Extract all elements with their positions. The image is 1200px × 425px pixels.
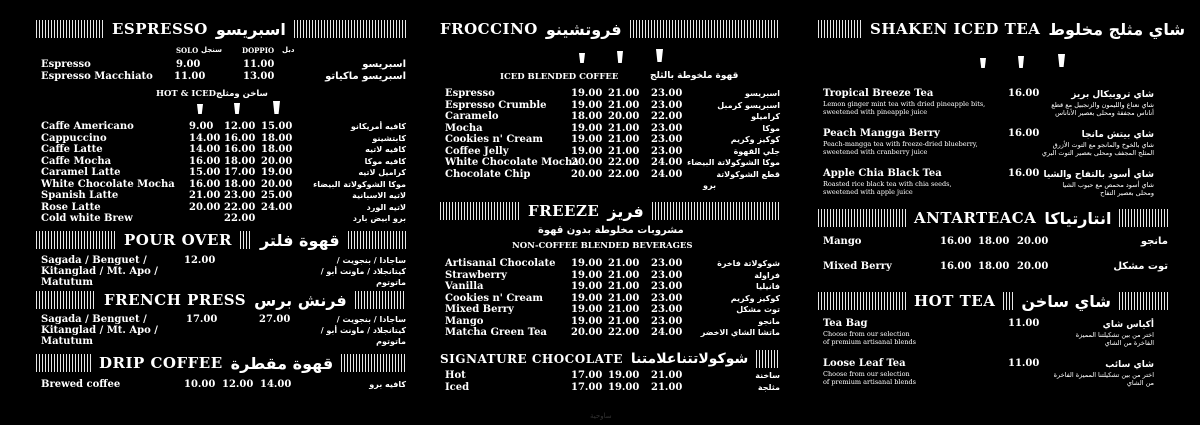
tea-column [818, 0, 1186, 425]
freeze-sub-ar: مشروبات مخلوطة بدون قهوة [538, 225, 684, 236]
item-name: Mocha [445, 122, 483, 134]
item-price: 24.00 [261, 201, 293, 213]
item-price: 18.00 [224, 178, 256, 190]
item-price: 16.00 [940, 236, 972, 247]
item-price: 21.00 [651, 381, 683, 393]
col-doppio: DOPPIO [242, 46, 275, 55]
item-price: 19.00 [571, 88, 603, 99]
col-solo-ar: سنجل [201, 46, 223, 54]
item-name: Hot [445, 370, 466, 381]
item-price: 21.00 [608, 258, 640, 269]
item-name-ar: اسبريسو [744, 89, 780, 98]
item-price: 27.00 [259, 314, 291, 325]
item-desc: of premium artisanal blends [823, 338, 917, 346]
item-name-ar: اسبريسو كرمبل [717, 100, 780, 110]
item-price: 19.00 [261, 167, 293, 178]
item-name: Espresso [445, 88, 495, 99]
item-name: Chocolate Chip [445, 168, 531, 180]
item-price: 23.00 [651, 258, 683, 269]
item-name-ar: ماتوتوم [376, 337, 406, 346]
item-price: 18.00 [224, 155, 256, 167]
header-hatch [36, 231, 116, 249]
hot-tea-header [818, 290, 1168, 312]
item-price: 16.00 [224, 132, 256, 144]
header-hatch [652, 202, 780, 220]
shaken-title: SHAKEN ICED TEA [870, 20, 1041, 38]
item-price: 23.00 [651, 122, 683, 134]
item-price: 11.00 [1008, 358, 1040, 369]
item-price: 23.00 [651, 134, 683, 145]
item-price: 21.00 [608, 134, 640, 145]
header-hatch [1003, 292, 1013, 310]
item-name: Matutum [41, 336, 93, 347]
item-price: 19.00 [571, 292, 603, 304]
item-name-ar: ماتوتوم [376, 278, 406, 287]
item-desc-ar: من الشاي [1126, 379, 1154, 387]
item-price: 12.00 [222, 379, 254, 390]
item-price: 19.00 [571, 269, 603, 281]
drip-header [36, 352, 406, 374]
item-name-ar: ساخنة [755, 371, 780, 380]
item-name: Kitanglad / Mt. Apo / [41, 266, 158, 277]
item-name: Espresso Crumble [445, 99, 547, 111]
froccino-column [440, 0, 780, 425]
item-price: 15.00 [189, 167, 221, 178]
header-hatch [240, 231, 252, 249]
espresso-header [36, 18, 406, 40]
hot-iced-label: HOT & ICED [156, 89, 216, 99]
item-name-ar: مثلجة [757, 382, 780, 392]
signature-title: SIGNATURE CHOCOLATE [440, 352, 623, 366]
header-hatch [294, 20, 406, 38]
item-name: Mango [823, 236, 862, 247]
cup-large-icon [1058, 54, 1065, 67]
item-price: 19.00 [571, 99, 603, 111]
item-name-ar: ساجادا / بنجويت / [336, 256, 406, 265]
item-price: 23.00 [651, 88, 683, 99]
item-name-ar: جلي القهوة [733, 146, 780, 156]
item-price: 16.00 [224, 144, 256, 155]
item-desc-ar: شاي بالخوخ والمانجو مع التوت الأزرق [1052, 141, 1154, 149]
item-price: 19.00 [608, 370, 640, 381]
item-price: 10.00 [184, 379, 216, 390]
item-price: 16.00 [1008, 168, 1040, 179]
french-press-title-ar: فرنش برس [254, 290, 347, 310]
header-hatch [348, 231, 406, 249]
item-price: 18.00 [978, 236, 1010, 247]
item-name: Brewed coffee [41, 379, 121, 390]
item-price: 21.00 [608, 99, 640, 111]
item-name-ar: قطع الشوكولاتة [716, 169, 780, 179]
item-name: Caffe Latte [41, 144, 103, 155]
cup-medium-icon [617, 51, 623, 63]
item-name-ar: كراميلو [751, 112, 780, 121]
cup-small-icon [579, 53, 585, 63]
item-name-ar: كافيه أمريكانو [350, 122, 406, 131]
header-hatch [36, 354, 91, 372]
item-name-ar: شاي بيتش مانجا [1081, 130, 1154, 140]
item-name: Artisanal Chocolate [445, 258, 556, 269]
item-price: 19.00 [571, 134, 603, 145]
item-name-ar: توت مشكل [736, 305, 780, 314]
item-name-ar: شوكولاتة فاخرة [717, 259, 780, 268]
item-name: Espresso Macchiato [41, 71, 153, 82]
froccino-extra-ar: برو [703, 181, 716, 190]
french-press-header [36, 289, 406, 311]
item-price: 21.00 [608, 145, 640, 157]
item-price: 22.00 [608, 327, 640, 338]
header-hatch [630, 20, 780, 38]
item-price: 20.00 [571, 157, 603, 168]
item-name-ar: كيتانجلاد / ماونت أبو / [320, 326, 406, 335]
item-price: 18.00 [571, 111, 603, 122]
item-price: 21.00 [189, 190, 221, 201]
item-name-ar: كافيه برو [369, 380, 406, 389]
antarteaca-title: ANTARTEACA [914, 209, 1037, 227]
header-hatch [1119, 292, 1168, 310]
item-name-ar: كافيه لاتيه [365, 145, 406, 154]
item-price: 13.00 [243, 71, 275, 82]
item-price: 22.00 [608, 168, 640, 180]
item-price: 24.00 [651, 157, 683, 168]
item-price: 14.00 [189, 132, 221, 144]
item-name: Caramelo [445, 111, 499, 122]
item-name-ar: شاي أسود بالتفاح والشيا [1043, 170, 1154, 180]
item-price: 20.00 [571, 168, 603, 180]
antarteaca-title-ar: انتارتياكا [1044, 208, 1112, 228]
item-price: 18.00 [261, 132, 293, 144]
item-name-ar: لاتيه الاسبانية [352, 191, 406, 200]
item-desc-ar: أناناس مجففة ومحلى بعصير الأناناس [1055, 109, 1154, 117]
item-price: 20.00 [261, 178, 293, 190]
header-hatch [756, 350, 780, 368]
item-name-ar: موكا الشوكولاتة البيضاء [313, 179, 406, 189]
item-name: Cappuccino [41, 132, 107, 144]
cup-medium-icon [234, 103, 240, 114]
hot-tea-title: HOT TEA [914, 292, 996, 310]
item-desc: Choose from our selection [823, 330, 910, 338]
freeze-title-ar: فريز [607, 201, 644, 221]
item-price: 20.00 [1017, 261, 1049, 272]
item-desc-ar: اختر من بين تشكيلتنا المميزة الفاخرة [1053, 371, 1154, 379]
item-price: 17.00 [186, 314, 218, 325]
item-name: Cookies n' Cream [445, 134, 543, 145]
item-price: 23.00 [651, 145, 683, 157]
froccino-title: FROCCINO [440, 20, 538, 38]
item-price: 17.00 [224, 167, 256, 178]
item-name: Sagada / Benguet / [41, 314, 147, 325]
item-price: 20.00 [1017, 236, 1049, 247]
item-price: 23.00 [224, 190, 256, 201]
drip-title: DRIP COFFEE [99, 354, 223, 372]
item-desc: sweetened with apple juice [823, 188, 913, 196]
header-hatch [1119, 209, 1168, 227]
item-price: 9.00 [189, 121, 214, 132]
item-price: 23.00 [651, 281, 683, 292]
item-name: Tea Bag [823, 318, 868, 329]
froccino-sub: ICED BLENDED COFFEE [500, 72, 619, 82]
froccino-header [440, 18, 780, 40]
item-name-ar: شاي سائب [1105, 360, 1154, 370]
item-price: 16.00 [1008, 128, 1040, 139]
item-price: 16.00 [940, 261, 972, 272]
item-desc-ar: ومحلى بعصير التفاح [1100, 189, 1154, 197]
item-price: 21.00 [651, 370, 683, 381]
item-price: 19.00 [571, 315, 603, 327]
item-price: 25.00 [261, 190, 293, 201]
item-price: 21.00 [608, 315, 640, 327]
item-price: 12.00 [224, 121, 256, 132]
item-price: 23.00 [651, 304, 683, 315]
item-name-ar: لاتيه الورد [366, 202, 406, 212]
item-price: 21.00 [608, 281, 640, 292]
footer-brand: ساوحية [590, 412, 612, 420]
cup-large-icon [656, 49, 663, 62]
item-name: White Chocolate Mocha [445, 157, 579, 168]
item-price: 20.00 [571, 327, 603, 338]
cup-small-icon [197, 104, 203, 114]
item-price: 21.00 [608, 304, 640, 315]
item-name-ar: فراولة [754, 270, 780, 280]
item-name: Spanish Latte [41, 190, 119, 201]
item-name: Tropical Breeze Tea [823, 88, 934, 99]
header-hatch [355, 291, 406, 309]
item-name: Caffe Mocha [41, 155, 112, 167]
item-price: 19.00 [571, 145, 603, 157]
item-name: Mixed Berry [823, 261, 892, 272]
cup-small-icon [980, 58, 986, 68]
header-hatch [36, 291, 96, 309]
item-name: Loose Leaf Tea [823, 358, 906, 369]
item-price: 14.00 [189, 144, 221, 155]
item-desc-ar: شاي أسود محمص مع حبوب الشيا [1062, 181, 1154, 189]
item-desc: Peach-mangga tea with freeze-dried blueberry, [823, 140, 978, 148]
item-price: 14.00 [260, 379, 292, 390]
item-name-ar: كوكيز وكريم [730, 293, 780, 303]
pour-over-title: POUR OVER [124, 231, 232, 249]
item-name-ar: برو ابيض بارد [352, 214, 406, 223]
froccino-title-ar: فروتشينو [545, 19, 622, 39]
item-name-ar: اسبريسو ماكياتو [325, 71, 406, 82]
item-desc: Lemon ginger mint tea with dried pineapple bits, [823, 100, 986, 108]
item-name-ar: كابتشينو [372, 133, 406, 143]
item-name-ar: موكا [762, 123, 780, 133]
item-name: Matutum [41, 277, 93, 288]
item-name: Kitanglad / Mt. Apo / [41, 325, 158, 336]
espresso-title: ESPRESSO [112, 20, 208, 38]
item-price: 21.00 [608, 88, 640, 99]
cup-medium-icon [1018, 56, 1024, 68]
item-price: 19.00 [571, 122, 603, 134]
item-price: 23.00 [651, 292, 683, 304]
item-price: 21.00 [608, 269, 640, 281]
pour-over-title-ar: قهوة فلتر [259, 230, 340, 250]
item-name: Caramel Latte [41, 167, 121, 178]
signature-header [440, 348, 780, 370]
shaken-title-ar: شاي مثلج مخلوط [1048, 19, 1186, 39]
item-name: White Chocolate Mocha [41, 178, 175, 190]
item-price: 20.00 [189, 201, 221, 213]
freeze-title: FREEZE [528, 202, 600, 220]
item-name: Mango [445, 315, 484, 327]
item-price: 21.00 [608, 292, 640, 304]
item-name: Iced [445, 381, 470, 393]
item-price: 24.00 [651, 327, 683, 338]
item-name-ar: ساجادا / بنجويت / [336, 315, 406, 324]
item-desc-ar: الفاخرة من الشاي [1104, 339, 1154, 347]
item-desc: Roasted rice black tea with chia seeds, [823, 180, 952, 188]
item-desc-ar: شاي نعناع والليمون والزنجبيل مع قطع [1051, 101, 1154, 109]
item-price: 16.00 [1008, 88, 1040, 99]
item-price: 15.00 [261, 121, 293, 132]
item-name-ar: كيتانجلاد / ماونت أبو / [320, 267, 406, 276]
item-desc: Choose from our selection [823, 370, 910, 378]
freeze-header [440, 200, 780, 222]
col-doppio-ar: دبل [282, 46, 295, 54]
item-price: 11.00 [174, 71, 206, 82]
item-price: 19.00 [571, 258, 603, 269]
item-price: 22.00 [608, 157, 640, 168]
shaken-header [818, 18, 1186, 40]
froccino-sub-ar: قهوة ملخوطة بالثلج [650, 71, 739, 81]
item-name: Apple Chia Black Tea [823, 168, 942, 179]
item-price: 17.00 [571, 381, 603, 393]
item-desc: sweetened with pineapple juice [823, 108, 928, 116]
item-price: 24.00 [651, 168, 683, 180]
item-price: 22.00 [224, 201, 256, 213]
item-name-ar: توت مشكل [1113, 261, 1168, 272]
item-name: Sagada / Benguet / [41, 255, 147, 266]
item-price: 11.00 [1008, 318, 1040, 329]
item-desc: of premium artisanal blends [823, 378, 917, 386]
item-name-ar: موكا الشوكولاتة البيضاء [687, 158, 780, 167]
item-name: Peach Mangga Berry [823, 128, 940, 139]
item-price: 23.00 [651, 315, 683, 327]
col-solo: SOLO [176, 46, 199, 55]
item-price: 22.00 [224, 213, 256, 224]
item-desc-ar: المثلج المجفف ومحلى بعصير التوت البري [1041, 149, 1154, 157]
item-price: 17.00 [571, 370, 603, 381]
item-price: 16.00 [189, 155, 221, 167]
item-name: Espresso [41, 59, 91, 70]
header-hatch [818, 20, 862, 38]
header-hatch [818, 292, 906, 310]
french-press-title: FRENCH PRESS [104, 291, 247, 309]
item-price: 11.00 [243, 59, 275, 70]
header-hatch [36, 20, 104, 38]
header-hatch [440, 202, 520, 220]
item-name-ar: مانجو [1140, 236, 1168, 247]
item-name: Vanilla [445, 281, 484, 292]
item-desc: sweetened with cranberry juice [823, 148, 928, 156]
item-name-ar: أكياس شاي [1102, 320, 1154, 330]
item-price: 16.00 [189, 178, 221, 190]
item-name: Rose Latte [41, 201, 101, 213]
item-price: 20.00 [608, 111, 640, 122]
item-name-ar: مانجو [758, 316, 780, 326]
item-price: 21.00 [608, 122, 640, 134]
item-name: Caffe Americano [41, 121, 134, 132]
freeze-sub: NON-COFFEE BLENDED BEVERAGES [512, 241, 693, 251]
signature-title-ar: شوكولاتتناعلامتنا [630, 351, 749, 367]
item-name-ar: فانيليا [755, 282, 780, 291]
espresso-title-ar: اسبريسو [215, 19, 286, 39]
item-price: 18.00 [261, 144, 293, 155]
item-price: 23.00 [651, 99, 683, 111]
header-hatch [818, 209, 906, 227]
item-price: 9.00 [176, 59, 201, 70]
drip-title-ar: قهوة مقطرة [230, 353, 334, 373]
item-price: 23.00 [651, 269, 683, 281]
item-name: Mixed Berry [445, 304, 514, 315]
item-name-ar: كراميل لاتيه [358, 168, 406, 177]
item-price: 19.00 [608, 381, 640, 393]
item-name: Strawberry [445, 269, 507, 281]
item-price: 20.00 [261, 155, 293, 167]
pour-over-header [36, 229, 406, 251]
hot-iced-label-ar: ساخن ومثلج [216, 89, 268, 99]
item-name: Coffee Jelly [445, 145, 509, 157]
item-name-ar: اسبريسو [362, 59, 406, 70]
item-desc-ar: اختر من بين تشكيلتنا المميزة [1075, 331, 1154, 339]
item-name-ar: كوكيز وكريم [730, 135, 780, 144]
header-hatch [341, 354, 406, 372]
item-price: 18.00 [978, 261, 1010, 272]
item-price: 19.00 [571, 304, 603, 315]
item-name-ar: شاي تروبيكال بريز [1071, 90, 1154, 100]
item-price: 12.00 [184, 255, 216, 266]
hot-tea-title-ar: شاي ساخن [1021, 291, 1112, 311]
item-price: 19.00 [571, 281, 603, 292]
item-name: Matcha Green Tea [445, 327, 547, 338]
espresso-column [36, 0, 406, 425]
cup-large-icon [273, 101, 280, 114]
antarteaca-header [818, 207, 1168, 229]
item-price: 22.00 [651, 111, 683, 122]
item-name: Cookies n' Cream [445, 292, 543, 304]
item-name: Cold white Brew [41, 213, 133, 224]
item-name-ar: ماتشا الشاي الاخضر [700, 328, 780, 337]
item-name-ar: كافيه موكا [364, 156, 406, 166]
